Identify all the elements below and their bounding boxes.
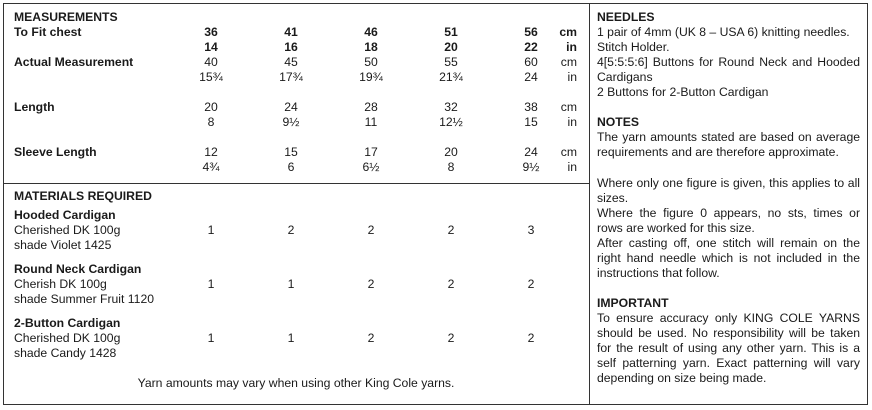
column-divider [589, 3, 590, 405]
material-qty-size-4: 2 [447, 277, 455, 291]
sleeve-in-size-3: 6½ [362, 160, 380, 174]
sleeve-in-size-4: 8 [447, 160, 455, 174]
material-qty-size-2: 1 [287, 331, 295, 345]
material-qty-size-3: 2 [367, 277, 375, 291]
actual-in-size-1: 15¾ [199, 70, 223, 84]
actual-in-unit: in [567, 70, 577, 84]
material-name: 2-Button Cardigan [14, 316, 121, 330]
important-text: To ensure accuracy only KING COLE YARNS should be used. No responsibility will be taken for the result of using any other yarn. This is a self patterning yarn. Exact patterning will vary depending on size being made. [597, 311, 860, 385]
actual-in-size-2: 17¾ [279, 70, 303, 84]
needles-heading: NEEDLES [597, 10, 655, 24]
chest-cm-size-3: 46 [364, 25, 378, 39]
material-shade: shade Candy 1428 [14, 346, 117, 360]
actual-cm-size-1: 40 [204, 55, 218, 69]
notes-paragraph-3: Where the figure 0 appears, no sts, times or rows are worked for this size. [597, 206, 860, 235]
chest-cm-unit: cm [559, 25, 577, 39]
material-qty-size-5: 2 [527, 277, 535, 291]
length-cm-size-1: 20 [204, 100, 218, 114]
material-qty-size-4: 2 [447, 223, 455, 237]
actual-cm-size-5: 60 [524, 55, 538, 69]
material-yarn: Cherished DK 100g [14, 331, 121, 345]
actual-cm-unit: cm [560, 55, 577, 69]
sleeve-cm-size-4: 20 [444, 145, 458, 159]
sleeve-cm-size-2: 15 [284, 145, 298, 159]
material-qty-size-5: 3 [527, 223, 535, 237]
chest-in-size-5: 22 [524, 40, 538, 54]
actual-in-size-3: 19¾ [359, 70, 383, 84]
material-name: Hooded Cardigan [14, 208, 116, 222]
materials-heading: MATERIALS REQUIRED [14, 189, 152, 203]
material-qty-size-4: 2 [447, 331, 455, 345]
notes-paragraph-1: The yarn amounts stated are based on average requirements and are therefore approximate. [597, 130, 860, 159]
material-yarn: Cherished DK 100g [14, 223, 121, 237]
chest-cm-size-5: 56 [524, 25, 538, 39]
notes-paragraph-4: After casting off, one stitch will remain on the right hand needle which is not included in the instructions that follow. [597, 236, 860, 280]
needles-line-2: Stitch Holder. [597, 40, 670, 54]
actual-in-size-4: 21¾ [439, 70, 463, 84]
length-cm-unit: cm [560, 100, 577, 114]
length-in-size-4: 12½ [439, 115, 463, 129]
sleeve-cm-unit: cm [560, 145, 577, 159]
chest-in-size-1: 14 [204, 40, 218, 54]
needles-line-3: 4[5:5:5:6] Buttons for Round Neck and Hooded Cardigans [597, 55, 860, 84]
material-qty-size-2: 2 [287, 223, 295, 237]
chest-in-size-2: 16 [284, 40, 298, 54]
yarn-footnote: Yarn amounts may vary when using other King Cole yarns. [137, 376, 455, 390]
sleeve-cm-size-5: 24 [524, 145, 538, 159]
needles-line-4: 2 Buttons for 2-Button Cardigan [597, 85, 769, 99]
notes-paragraph-2: Where only one figure is given, this applies to all sizes. [597, 176, 860, 205]
length-in-size-1: 8 [207, 115, 215, 129]
chest-in-size-4: 20 [444, 40, 458, 54]
actual-measurement-label: Actual Measurement [14, 55, 134, 69]
length-in-size-2: 9½ [282, 115, 300, 129]
material-qty-size-1: 1 [207, 223, 215, 237]
material-qty-size-1: 1 [207, 277, 215, 291]
material-qty-size-2: 1 [287, 277, 295, 291]
material-shade: shade Summer Fruit 1120 [14, 292, 154, 306]
chest-cm-size-1: 36 [204, 25, 218, 39]
chest-in-unit: in [566, 40, 577, 54]
to-fit-chest-label: To Fit chest [14, 25, 82, 39]
chest-cm-size-2: 41 [284, 25, 298, 39]
length-cm-size-3: 28 [364, 100, 378, 114]
sleeve-cm-size-1: 12 [204, 145, 218, 159]
material-qty-size-5: 2 [527, 331, 535, 345]
sleeve-in-unit: in [567, 160, 577, 174]
actual-in-size-5: 24 [524, 70, 538, 84]
material-yarn: Cherish DK 100g [14, 277, 107, 291]
length-cm-size-2: 24 [284, 100, 298, 114]
needles-line-1: 1 pair of 4mm (UK 8 – USA 6) knitting needles. [597, 25, 850, 39]
material-qty-size-3: 2 [367, 331, 375, 345]
section-divider [3, 183, 589, 184]
length-label: Length [14, 100, 55, 114]
length-in-size-5: 15 [524, 115, 538, 129]
material-qty-size-3: 2 [367, 223, 375, 237]
length-in-size-3: 11 [364, 115, 378, 129]
chest-cm-size-4: 51 [444, 25, 458, 39]
length-in-unit: in [567, 115, 577, 129]
measurements-heading: MEASUREMENTS [14, 10, 118, 24]
sleeve-in-size-2: 6 [287, 160, 295, 174]
notes-heading: NOTES [597, 115, 639, 129]
length-cm-size-4: 32 [444, 100, 458, 114]
material-name: Round Neck Cardigan [14, 262, 142, 276]
actual-cm-size-3: 50 [364, 55, 378, 69]
actual-cm-size-2: 45 [284, 55, 298, 69]
material-shade: shade Violet 1425 [14, 238, 112, 252]
length-cm-size-5: 38 [524, 100, 538, 114]
important-heading: IMPORTANT [597, 296, 669, 310]
material-qty-size-1: 1 [207, 331, 215, 345]
sleeve-cm-size-3: 17 [364, 145, 378, 159]
actual-cm-size-4: 55 [444, 55, 458, 69]
chest-in-size-3: 18 [364, 40, 378, 54]
sleeve-in-size-5: 9½ [522, 160, 540, 174]
sleeve-in-size-1: 4¾ [202, 160, 220, 174]
sleeve-length-label: Sleeve Length [14, 145, 97, 159]
